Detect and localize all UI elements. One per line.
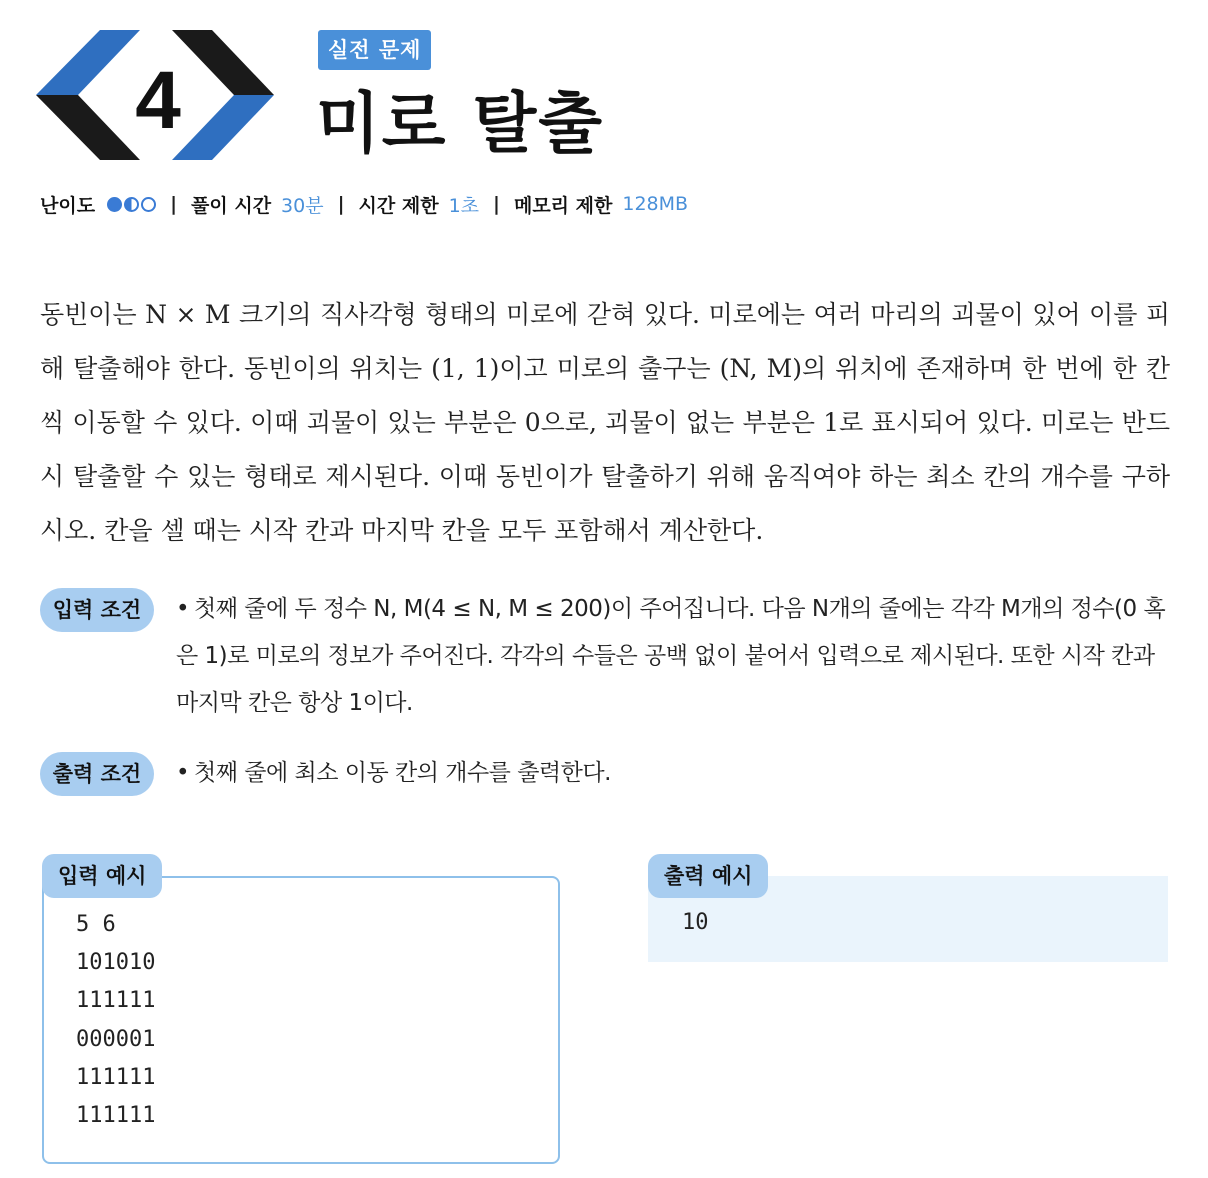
- output-condition: [176, 750, 1170, 797]
- input-condition-label: 입력 조건: [40, 588, 154, 632]
- chevron-brackets-icon: [36, 28, 276, 162]
- problem-meta: [40, 190, 688, 218]
- output-condition-label: 출력 조건: [40, 752, 154, 796]
- meta-separator: |: [493, 193, 500, 215]
- problem-number-logo: [36, 28, 276, 162]
- input-condition-text: 첫째 줄에 두 정수 N, M(4 ≤ N, M ≤ 200)이 주어집니다. 다음 N개의 줄에는 각각 M개의 정수(0 혹은 1)로 미로의 정보가 주어진다. 각각의 수들은 공백 없이 붙어서 입력으로 제시된다. 또한 시작 칸과 마지막 칸은 항상 1이다.: [176, 596, 1166, 716]
- input-example-line: 000001: [76, 1026, 156, 1052]
- input-condition: [176, 586, 1170, 727]
- memory-limit-value: 128MB: [622, 193, 689, 215]
- difficulty-dot-icon: [124, 197, 139, 212]
- page-title: 미로 탈출: [316, 85, 605, 162]
- input-example-label: 입력 예시: [42, 854, 162, 898]
- meta-separator: |: [170, 193, 178, 215]
- difficulty-dot-icon: [141, 197, 156, 212]
- bullet: •: [176, 760, 190, 786]
- output-example-label: 출력 예시: [648, 854, 768, 898]
- input-example-line: 111111: [76, 988, 156, 1014]
- section-badge: 실전 문제: [318, 30, 431, 70]
- problem-number: 4: [135, 55, 181, 146]
- input-example-line: 111111: [76, 1064, 156, 1090]
- bullet: •: [176, 596, 190, 622]
- solve-time-label: 풀이 시간: [191, 194, 272, 217]
- memory-limit-label: 메모리 제한: [513, 194, 613, 217]
- input-example-lines: [76, 906, 155, 1135]
- output-example-line: 10: [682, 910, 709, 935]
- difficulty-dot-icon: [107, 197, 122, 212]
- problem-description: 동빈이는 N × M 크기의 직사각형 형태의 미로에 갇혀 있다. 미로에는 여러 마리의 괴물이 있어 이를 피해 탈출해야 한다. 동빈이의 위치는 (1, 1)이고 미로의 출구는 (N, M)의 위치에 존재하며 한 번에 한 칸씩 이동할 수 있다. 이때 괴물이 있는 부분은 0으로, 괴물이 없는 부분은 1로 표시되어 있다. 미로는 반드시 탈출할 수 있는 형태로 제시된다. 이때 동빈이가 탈출하기 위해 움직여야 하는 최소 칸의 개수를 구하시오. 칸을 셀 때는 시작 칸과 마지막 칸을 모두 포함해서 계산한다.: [40, 300, 1170, 545]
- input-example-line: 101010: [76, 950, 156, 976]
- time-limit-label: 시간 제한: [358, 194, 439, 217]
- time-limit-value: 1초: [448, 194, 480, 217]
- input-example-line: 111111: [76, 1103, 156, 1129]
- difficulty-rating: [107, 197, 156, 212]
- difficulty-label: 난이도: [40, 194, 96, 217]
- solve-time-value: 30분: [281, 194, 324, 217]
- output-condition-text: 첫째 줄에 최소 이동 칸의 개수를 출력한다.: [194, 760, 611, 786]
- input-example-line: 5 6: [76, 912, 116, 937]
- meta-separator: |: [337, 193, 345, 215]
